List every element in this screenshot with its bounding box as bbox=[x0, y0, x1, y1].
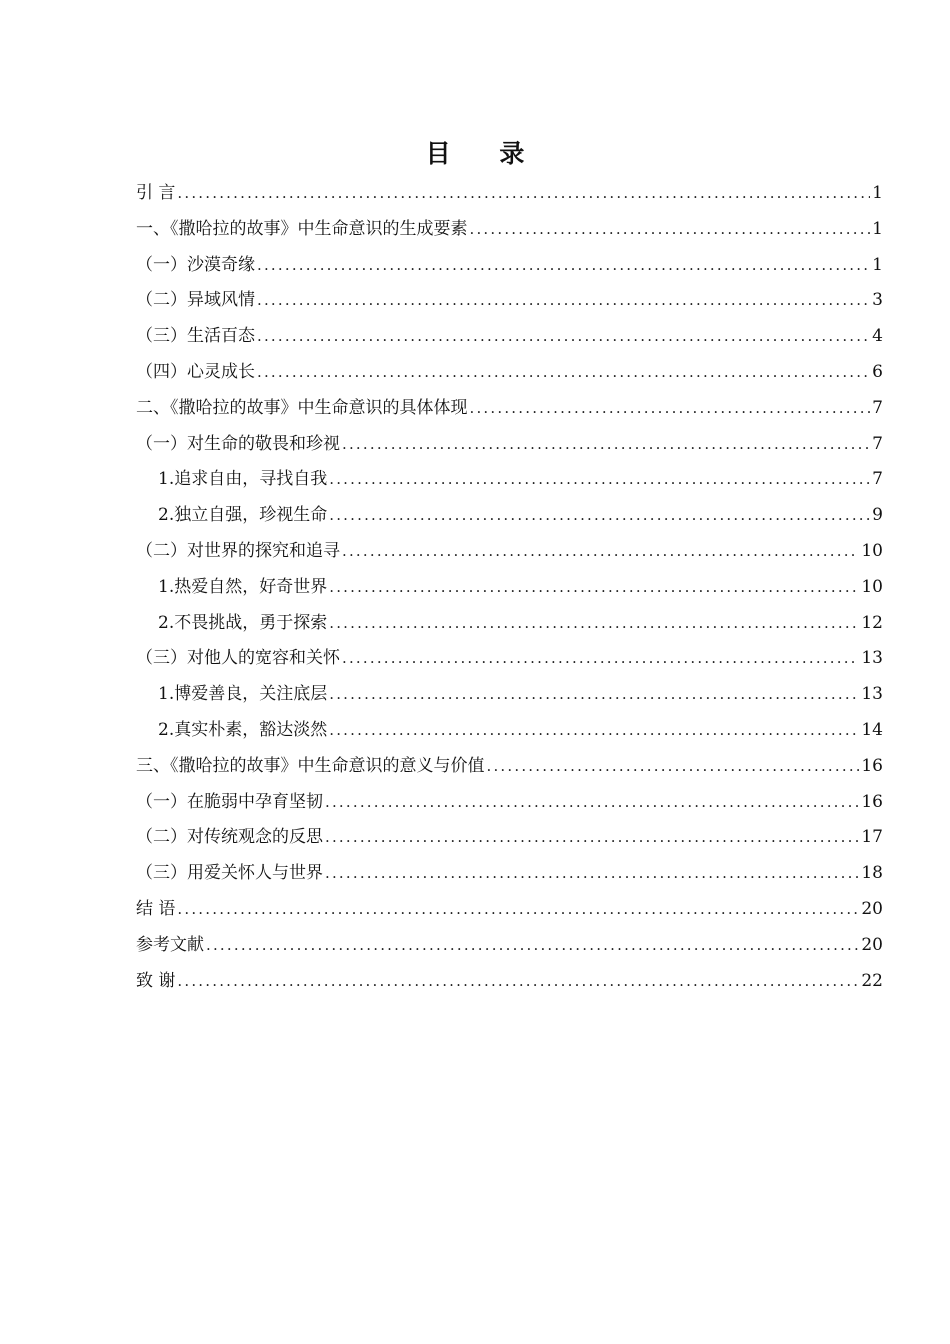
toc-entry-label: （二）对传统观念的反思 bbox=[136, 827, 323, 848]
toc-entry-page-number: 22 bbox=[861, 970, 883, 991]
toc-entry[interactable] bbox=[136, 534, 883, 570]
dot-leader bbox=[342, 534, 859, 570]
toc-entry[interactable] bbox=[136, 749, 883, 785]
dot-leader bbox=[177, 964, 859, 1000]
toc-entry[interactable] bbox=[136, 212, 883, 248]
dot-leader bbox=[342, 427, 870, 463]
toc-entry[interactable] bbox=[136, 319, 883, 355]
dot-leader bbox=[470, 212, 871, 248]
toc-entry-page-number: 12 bbox=[861, 612, 883, 633]
dot-leader bbox=[325, 820, 859, 856]
dot-leader bbox=[177, 892, 859, 928]
toc-entry[interactable] bbox=[136, 606, 883, 642]
toc-entry-page-number: 7 bbox=[872, 433, 883, 454]
dot-leader bbox=[257, 283, 870, 319]
toc-entry[interactable] bbox=[136, 498, 883, 534]
dot-leader bbox=[342, 641, 859, 677]
dot-leader bbox=[329, 606, 859, 642]
dot-leader bbox=[257, 319, 870, 355]
toc-entry[interactable] bbox=[136, 176, 883, 212]
toc-entry-label: （一）在脆弱中孕育坚韧 bbox=[136, 791, 323, 812]
toc-entry-label: （三）生活百态 bbox=[136, 326, 255, 347]
toc-entry[interactable] bbox=[136, 283, 883, 319]
toc-entry-page-number: 7 bbox=[872, 397, 883, 418]
toc-entry-label: 致 谢 bbox=[136, 970, 176, 991]
toc-entry-page-number: 7 bbox=[872, 469, 883, 490]
toc-entry-page-number: 13 bbox=[861, 684, 883, 705]
toc-entry[interactable] bbox=[136, 892, 883, 928]
toc-entry[interactable] bbox=[136, 856, 883, 892]
toc-entry-page-number: 10 bbox=[861, 576, 883, 597]
toc-entry[interactable] bbox=[136, 713, 883, 749]
toc-entry-page-number: 20 bbox=[861, 898, 883, 919]
toc-entry-page-number: 1 bbox=[872, 254, 883, 275]
toc-entry-label: 1.追求自由，寻找自我 bbox=[158, 469, 328, 490]
table-of-contents bbox=[136, 176, 883, 999]
toc-entry-label: （一）对生命的敬畏和珍视 bbox=[136, 433, 340, 454]
dot-leader bbox=[257, 355, 870, 391]
toc-entry[interactable] bbox=[136, 677, 883, 713]
toc-entry-label: 2.真实朴素，豁达淡然 bbox=[158, 719, 328, 740]
toc-entry[interactable] bbox=[136, 355, 883, 391]
toc-entry-label: （二）对世界的探究和追寻 bbox=[136, 540, 340, 561]
dot-leader bbox=[329, 713, 859, 749]
toc-entry-page-number: 6 bbox=[872, 361, 883, 382]
toc-entry-page-number: 16 bbox=[861, 755, 883, 776]
dot-leader bbox=[329, 677, 859, 713]
dot-leader bbox=[470, 391, 871, 427]
toc-entry[interactable] bbox=[136, 641, 883, 677]
toc-entry-page-number: 20 bbox=[861, 934, 883, 955]
dot-leader bbox=[329, 570, 859, 606]
toc-entry-label: 一、《撒哈拉的故事》中生命意识的生成要素 bbox=[136, 218, 468, 239]
toc-entry[interactable] bbox=[136, 928, 883, 964]
toc-entry-label: （四）心灵成长 bbox=[136, 361, 255, 382]
toc-entry-label: 1.博爱善良，关注底层 bbox=[158, 684, 328, 705]
toc-entry-label: 2.不畏挑战，勇于探索 bbox=[158, 612, 328, 633]
toc-entry-label: （三）对他人的宽容和关怀 bbox=[136, 648, 340, 669]
dot-leader bbox=[329, 462, 870, 498]
toc-entry-page-number: 14 bbox=[861, 719, 883, 740]
toc-entry-label: 二、《撒哈拉的故事》中生命意识的具体体现 bbox=[136, 397, 468, 418]
toc-entry-page-number: 4 bbox=[872, 326, 883, 347]
toc-entry[interactable] bbox=[136, 570, 883, 606]
toc-entry-page-number: 1 bbox=[872, 183, 883, 203]
dot-leader bbox=[177, 176, 870, 212]
toc-entry[interactable] bbox=[136, 785, 883, 821]
toc-entry-page-number: 17 bbox=[861, 827, 883, 848]
toc-entry[interactable] bbox=[136, 820, 883, 856]
dot-leader bbox=[329, 498, 870, 534]
toc-entry-label: （三）用爱关怀人与世界 bbox=[136, 863, 323, 884]
toc-entry-label: 结 语 bbox=[136, 898, 176, 919]
toc-entry[interactable] bbox=[136, 248, 883, 284]
toc-entry[interactable] bbox=[136, 391, 883, 427]
dot-leader bbox=[487, 749, 860, 785]
dot-leader bbox=[257, 248, 870, 284]
toc-entry-label: （二）异域风情 bbox=[136, 290, 255, 311]
toc-entry-page-number: 3 bbox=[872, 290, 883, 311]
toc-entry[interactable] bbox=[136, 964, 883, 1000]
toc-entry-page-number: 16 bbox=[861, 791, 883, 812]
toc-entry-label: 参考文献 bbox=[136, 934, 204, 955]
toc-entry[interactable] bbox=[136, 462, 883, 498]
toc-entry-page-number: 9 bbox=[872, 505, 883, 526]
dot-leader bbox=[325, 785, 859, 821]
toc-entry-page-number: 13 bbox=[861, 648, 883, 669]
toc-entry-label: 引 言 bbox=[136, 183, 176, 203]
toc-entry-label: （一）沙漠奇缘 bbox=[136, 254, 255, 275]
page-title: 目 录 bbox=[425, 139, 545, 168]
toc-entry-page-number: 10 bbox=[861, 540, 883, 561]
toc-entry-page-number: 18 bbox=[861, 863, 883, 884]
toc-entry-label: 1.热爱自然，好奇世界 bbox=[158, 576, 328, 597]
dot-leader bbox=[206, 928, 859, 964]
dot-leader bbox=[325, 856, 859, 892]
toc-entry-label: 三、《撒哈拉的故事》中生命意识的意义与价值 bbox=[136, 755, 485, 776]
toc-entry[interactable] bbox=[136, 427, 883, 463]
toc-entry-label: 2.独立自强，珍视生命 bbox=[158, 505, 328, 526]
toc-entry-page-number: 1 bbox=[872, 218, 883, 239]
